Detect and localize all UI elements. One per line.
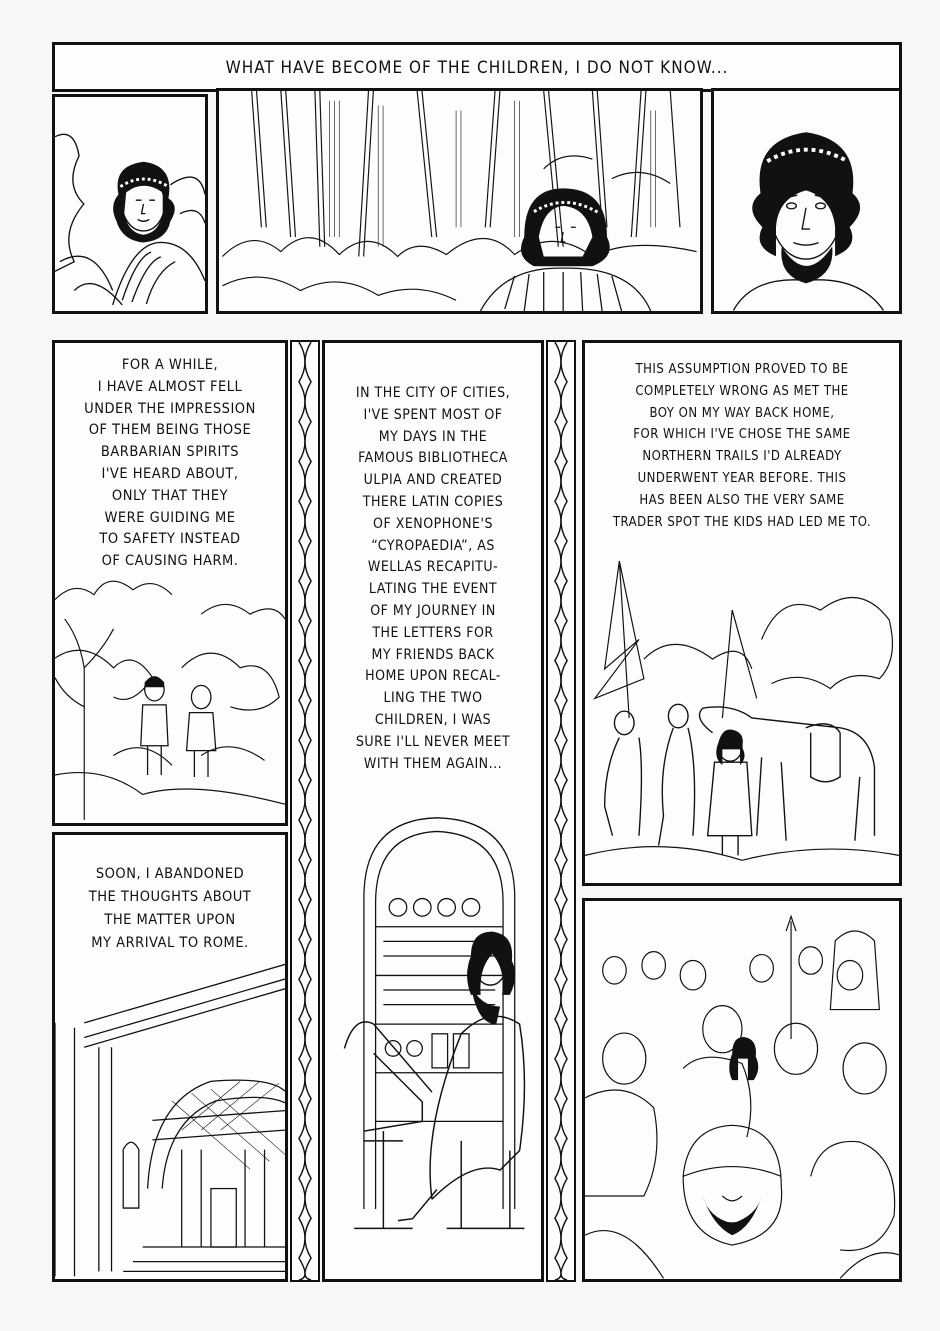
caption-line: ONLY THAT THEY	[111, 487, 229, 504]
caption-line: WITH THEM AGAIN...	[363, 755, 503, 772]
braid-column-left	[290, 340, 320, 1282]
caption-line: UNDERWENT YEAR BEFORE. THIS	[637, 470, 847, 486]
caption-line: TRADER SPOT THE KIDS HAD LED ME TO.	[612, 514, 872, 530]
caption-line: MY DAYS IN THE	[378, 428, 488, 445]
panel-barbarian-spirits	[52, 340, 288, 826]
caption-line: FAMOUS BIBLIOTHECA	[358, 450, 508, 467]
forest-scene-illustration	[219, 91, 700, 311]
caption-line: COMPLETELY WRONG AS MET THE	[635, 383, 849, 399]
caption-line: MY FRIENDS BACK	[371, 646, 495, 663]
caption-line: NORTHERN TRAILS I'D ALREADY	[642, 449, 842, 465]
caption-line: THE MATTER UPON	[104, 912, 236, 928]
braid-ornament-icon	[292, 342, 318, 1280]
caption-line: SURE I'LL NEVER MEET	[355, 733, 511, 750]
braid-column-right	[546, 340, 576, 1282]
caption-line: I'VE HEARD ABOUT,	[101, 465, 239, 482]
panel-trader-trail	[582, 340, 902, 886]
caption-line: WERE GUIDING ME	[104, 509, 236, 526]
caption-line: SOON, I ABANDONED	[95, 866, 245, 882]
caption-line: IN THE CITY OF CITIES,	[355, 385, 511, 401]
caption-line: FOR A WHILE,	[121, 357, 219, 373]
caption-line: OF MY JOURNEY IN	[370, 602, 496, 619]
title-caption: WHAT HAVE BECOME OF THE CHILDREN, I DO NOT KNOW...	[225, 58, 729, 78]
caption-line: TO SAFETY INSTEAD	[99, 531, 241, 548]
caption-line: “CYROPAEDIA”, AS	[371, 537, 495, 554]
crowd-scene-illustration	[585, 901, 899, 1279]
caption-line: OF THEM BEING THOSE	[88, 422, 252, 439]
caption-line: FOR WHICH I'VE CHOSE THE SAME	[633, 427, 851, 443]
caption-line: THIS ASSUMPTION PROVED TO BE	[635, 362, 849, 377]
caption-line: LATING THE EVENT	[368, 581, 498, 598]
caption-line: OF CAUSING HARM.	[101, 553, 239, 570]
caption-line: THE THOUGHTS ABOUT	[88, 889, 252, 905]
roman-temple-illustration	[55, 835, 285, 1279]
panel-face-left	[52, 94, 208, 314]
title-caption-box	[52, 42, 902, 92]
panel-bibliotheca-ulpia	[322, 340, 544, 1282]
trader-with-horse-illustration	[585, 343, 899, 883]
caption-line: HAS BEEN ALSO THE VERY SAME	[639, 492, 845, 508]
children-in-woods-illustration	[55, 343, 285, 823]
panel-forest-face	[216, 88, 703, 314]
caption-line: I HAVE ALMOST FELL	[97, 378, 243, 395]
caption-line: WELLAS RECAPITU-	[367, 559, 499, 576]
scholar-writing-illustration	[325, 343, 541, 1279]
caption-line: HOME UPON RECAL-	[365, 668, 501, 685]
man-portrait-illustration	[55, 97, 205, 311]
panel-face-right	[711, 88, 902, 314]
man-closeup-illustration	[714, 91, 899, 311]
caption-line: CHILDREN, I WAS	[374, 711, 492, 728]
caption-line: THERE LATIN COPIES	[362, 493, 504, 510]
panel-crowd	[582, 898, 902, 1282]
caption-line: UNDER THE IMPRESSION	[84, 400, 256, 417]
caption-line: OF XENOPHONE'S	[373, 515, 493, 532]
caption-line: I'VE SPENT MOST OF	[363, 406, 503, 423]
caption-line: ULPIA AND CREATED	[363, 472, 503, 489]
caption-line: THE LETTERS FOR	[372, 624, 494, 641]
caption-line: MY ARRIVAL TO ROME.	[91, 935, 249, 951]
braid-ornament-icon	[548, 342, 574, 1280]
caption-line: BOY ON MY WAY BACK HOME,	[649, 405, 835, 421]
caption-line: BARBARIAN SPIRITS	[100, 444, 240, 461]
caption-line: LING THE TWO	[383, 690, 483, 707]
panel-rome-arrival	[52, 832, 288, 1282]
